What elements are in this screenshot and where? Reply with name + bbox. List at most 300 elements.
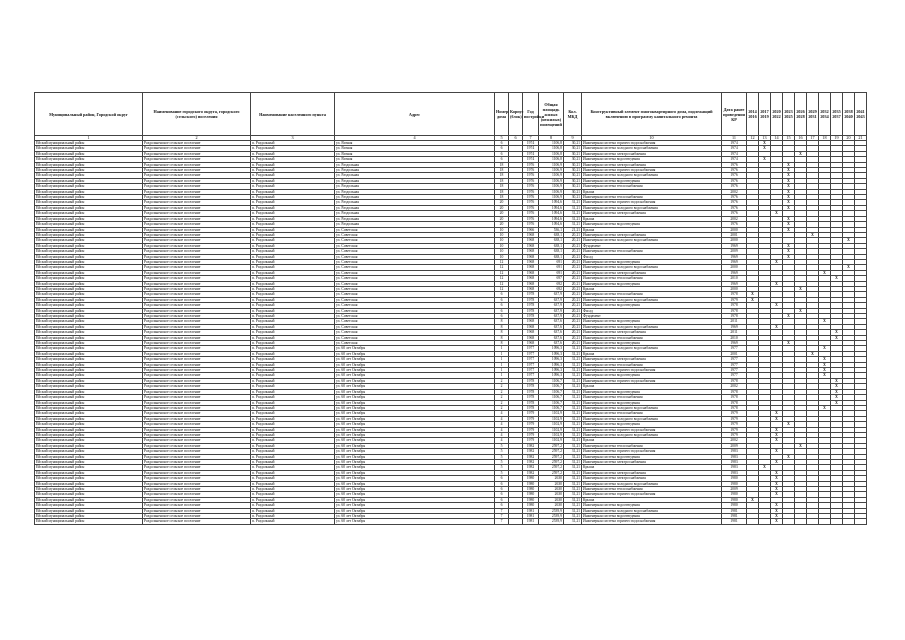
address-cell: ул. 60 лет Октября	[335, 497, 495, 502]
last-repair-cell: 1969	[722, 341, 747, 346]
house-number-cell: 20	[495, 211, 509, 216]
last-repair-cell: 1977	[722, 368, 747, 373]
mkd-count-cell: 31,21	[564, 373, 582, 378]
address-cell: ул. Раздольная	[335, 189, 495, 194]
address-cell: ул. Раздольная	[335, 205, 495, 210]
area-cell: 1106,8	[539, 151, 564, 156]
house-number-cell: 1	[495, 346, 509, 351]
locality-cell: п. Раздольный	[251, 157, 335, 162]
house-number-cell: 1	[495, 357, 509, 362]
element-cell: Инженерная система теплоснабжения	[582, 276, 722, 281]
locality-cell: п. Раздольный	[251, 481, 335, 486]
address-cell: ул. Раздольная	[335, 216, 495, 221]
building-cell	[509, 519, 523, 524]
district-cell: Ейский муниципальный район	[35, 146, 143, 151]
column-header: 2032 2034	[819, 93, 831, 136]
district-cell: Ейский муниципальный район	[35, 432, 143, 437]
area-cell: 691	[539, 270, 564, 275]
period-cell: X	[783, 178, 795, 183]
house-number-cell: 4	[495, 432, 509, 437]
element-cell: Инженерная система холодного водоснабжения	[582, 173, 722, 178]
house-number-cell: 10	[495, 243, 509, 248]
address-cell: ул. Раздольная	[335, 168, 495, 173]
build-year-cell: 1977	[523, 357, 539, 362]
settlement-cell: Раздольненское сельское поселение	[143, 227, 251, 232]
element-cell: Инженерная система горячего водоснабжения	[582, 368, 722, 373]
district-cell: Ейский муниципальный район	[35, 476, 143, 481]
build-year-cell: 1974	[523, 146, 539, 151]
settlement-cell: Раздольненское сельское поселение	[143, 395, 251, 400]
build-year-cell: 1981	[523, 508, 539, 513]
mkd-count-cell: 31,21	[564, 416, 582, 421]
area-cell: 1106,9	[539, 162, 564, 167]
area-cell: 2597,2	[539, 443, 564, 448]
build-year-cell: 1979	[523, 422, 539, 427]
last-repair-cell: 1976	[722, 211, 747, 216]
element-cell: Инженерная система теплоснабжения	[582, 395, 722, 400]
element-cell: Инженерная система горячего водоснабжения	[582, 492, 722, 497]
element-cell: Инженерная система горячего водоснабжения	[582, 141, 722, 146]
period-cell: X	[771, 514, 783, 519]
house-number-cell: 6	[495, 481, 509, 486]
locality-cell: п. Раздольный	[251, 205, 335, 210]
settlement-cell: Раздольненское сельское поселение	[143, 195, 251, 200]
district-cell: Ейский муниципальный район	[35, 168, 143, 173]
mkd-count-cell: 31,21	[564, 422, 582, 427]
address-cell: ул. Советская	[335, 303, 495, 308]
locality-cell: п. Раздольный	[251, 227, 335, 232]
last-repair-cell: 1980	[722, 497, 747, 502]
area-cell: 697	[539, 276, 564, 281]
column-number: 18	[819, 136, 831, 141]
district-cell: Ейский муниципальный район	[35, 459, 143, 464]
house-number-cell: 4	[495, 411, 509, 416]
column-header: 2035 2037	[831, 93, 843, 136]
last-repair-cell: 2001	[722, 351, 747, 356]
settlement-cell: Раздольненское сельское поселение	[143, 357, 251, 362]
locality-cell: п. Раздольный	[251, 330, 335, 335]
locality-cell: п. Раздольный	[251, 378, 335, 383]
last-repair-cell: 1983	[722, 465, 747, 470]
address-cell: ул. Раздольная	[335, 211, 495, 216]
mkd-count-cell: 20,21	[564, 243, 582, 248]
last-repair-cell: 2000	[722, 238, 747, 243]
house-number-cell: 5	[495, 465, 509, 470]
period-cell: X	[819, 362, 831, 367]
area-cell: 1106,9	[539, 178, 564, 183]
build-year-cell: 1978	[523, 297, 539, 302]
settlement-cell: Раздольненское сельское поселение	[143, 368, 251, 373]
area-cell: 1106,9	[539, 184, 564, 189]
locality-cell: п. Раздольный	[251, 292, 335, 297]
settlement-cell: Раздольненское сельское поселение	[143, 519, 251, 524]
house-number-cell: 5	[495, 459, 509, 464]
element-cell: Крыша	[582, 227, 722, 232]
address-cell: ул. 60 лет Октября	[335, 416, 495, 421]
period-cell: X	[783, 184, 795, 189]
element-cell: Инженерная система горячего водоснабжения	[582, 378, 722, 383]
mkd-count-cell: 31,21	[564, 492, 582, 497]
last-repair-cell: 1974	[722, 141, 747, 146]
settlement-cell: Раздольненское сельское поселение	[143, 216, 251, 221]
locality-cell: п. Раздольный	[251, 146, 335, 151]
locality-cell: п. Раздольный	[251, 454, 335, 459]
mkd-count-cell: 31,21	[564, 427, 582, 432]
build-year-cell: 1977	[523, 368, 539, 373]
period-cell: X	[795, 286, 807, 291]
column-header: Муниципальный район, Городской округ	[35, 93, 143, 136]
last-repair-cell: 2001	[722, 232, 747, 237]
district-cell: Ейский муниципальный район	[35, 411, 143, 416]
district-cell: Ейский муниципальный район	[35, 400, 143, 405]
district-cell: Ейский муниципальный район	[35, 508, 143, 513]
district-cell: Ейский муниципальный район	[35, 276, 143, 281]
last-repair-cell: 1978	[722, 308, 747, 313]
address-cell: ул. Раздольная	[335, 195, 495, 200]
period-cell	[855, 519, 867, 524]
address-cell: ул. 60 лет Октября	[335, 389, 495, 394]
period-cell: X	[831, 395, 843, 400]
house-number-cell: 18	[495, 195, 509, 200]
mkd-count-cell: 30,21	[564, 157, 582, 162]
locality-cell: п. Раздольный	[251, 405, 335, 410]
period-cell: X	[843, 238, 855, 243]
element-cell: Крыша	[582, 351, 722, 356]
district-cell: Ейский муниципальный район	[35, 470, 143, 475]
mkd-count-cell: 20,21	[564, 249, 582, 254]
house-number-cell: 18	[495, 178, 509, 183]
locality-cell: п. Раздольный	[251, 243, 335, 248]
period-cell: X	[783, 173, 795, 178]
last-repair-cell: 1980	[722, 503, 747, 508]
period-cell: X	[795, 151, 807, 156]
last-repair-cell: 1978	[722, 389, 747, 394]
locality-cell: п. Раздольный	[251, 281, 335, 286]
period-cell	[831, 519, 843, 524]
element-cell: Инженерная система теплоснабжения	[582, 335, 722, 340]
build-year-cell: 1966	[523, 227, 539, 232]
mkd-count-cell: 31,21	[564, 400, 582, 405]
last-repair-cell: 1983	[722, 470, 747, 475]
settlement-cell: Раздольненское сельское поселение	[143, 346, 251, 351]
district-cell: Ейский муниципальный район	[35, 259, 143, 264]
locality-cell: п. Раздольный	[251, 492, 335, 497]
address-cell: ул. 60 лет Октября	[335, 395, 495, 400]
period-cell: X	[783, 454, 795, 459]
mkd-count-cell: 31,21	[564, 519, 582, 524]
mkd-count-cell: 31,21	[564, 362, 582, 367]
period-cell: X	[807, 232, 819, 237]
build-year-cell: 1976	[523, 216, 539, 221]
element-cell: Инженерная система горячего водоснабжения	[582, 168, 722, 173]
period-cell	[843, 519, 855, 524]
locality-cell: п. Раздольный	[251, 411, 335, 416]
period-cell: X	[783, 216, 795, 221]
settlement-cell: Раздольненское сельское поселение	[143, 427, 251, 432]
build-year-cell: 1968	[523, 238, 539, 243]
mkd-count-cell: 30,21	[564, 162, 582, 167]
address-cell: ул. Ватная	[335, 151, 495, 156]
district-cell: Ейский муниципальный район	[35, 211, 143, 216]
period-cell: X	[771, 449, 783, 454]
address-cell: ул. Советская	[335, 330, 495, 335]
address-cell: ул. 60 лет Октября	[335, 422, 495, 427]
house-number-cell: 10	[495, 232, 509, 237]
mkd-count-cell: 31,21	[564, 205, 582, 210]
last-repair-cell: 2000	[722, 286, 747, 291]
build-year-cell: 1980	[523, 497, 539, 502]
build-year-cell: 1977	[523, 346, 539, 351]
period-cell: X	[831, 400, 843, 405]
area-cell: 637,9	[539, 308, 564, 313]
area-cell: 2630	[539, 476, 564, 481]
address-cell: ул. 60 лет Октября	[335, 443, 495, 448]
house-number-cell: 18	[495, 173, 509, 178]
last-repair-cell: 1983	[722, 449, 747, 454]
area-cell: 1096,3	[539, 362, 564, 367]
house-number-cell: 20	[495, 205, 509, 210]
house-number-cell: 7	[495, 508, 509, 513]
build-year-cell: 1978	[523, 292, 539, 297]
district-cell: Ейский муниципальный район	[35, 362, 143, 367]
period-cell: X	[795, 443, 807, 448]
mkd-count-cell: 20,21	[564, 314, 582, 319]
district-cell: Ейский муниципальный район	[35, 297, 143, 302]
element-cell: Инженерная система электроснабжения	[582, 270, 722, 275]
locality-cell: п. Раздольный	[251, 195, 335, 200]
build-year-cell: 1968	[523, 330, 539, 335]
column-number: 5	[495, 136, 509, 141]
house-number-cell: 7	[495, 519, 509, 524]
area-cell: 2539,9	[539, 519, 564, 524]
mkd-count-cell: 31,21	[564, 432, 582, 437]
house-number-cell: 5	[495, 470, 509, 475]
district-cell: Ейский муниципальный район	[35, 465, 143, 470]
last-repair-cell: 1969	[722, 324, 747, 329]
element-cell: Инженерная система холодного водоснабжения	[582, 238, 722, 243]
district-cell: Ейский муниципальный район	[35, 492, 143, 497]
build-year-cell: 1979	[523, 438, 539, 443]
element-cell: Фасад	[582, 254, 722, 259]
area-cell: 1094,6	[539, 216, 564, 221]
district-cell: Ейский муниципальный район	[35, 346, 143, 351]
settlement-cell: Раздольненское сельское поселение	[143, 454, 251, 459]
last-repair-cell: 2009	[722, 443, 747, 448]
area-cell: 2630	[539, 487, 564, 492]
district-cell: Ейский муниципальный район	[35, 254, 143, 259]
settlement-cell: Раздольненское сельское поселение	[143, 157, 251, 162]
area-cell: 2597,2	[539, 459, 564, 464]
locality-cell: п. Раздольный	[251, 184, 335, 189]
period-cell: X	[771, 503, 783, 508]
build-year-cell: 1982	[523, 470, 539, 475]
element-cell: Инженерная система водоотведения	[582, 303, 722, 308]
district-cell: Ейский муниципальный район	[35, 514, 143, 519]
district-cell: Ейский муниципальный район	[35, 243, 143, 248]
area-cell: 1106,7	[539, 405, 564, 410]
house-number-cell: 12	[495, 270, 509, 275]
build-year-cell: 1980	[523, 492, 539, 497]
element-cell: Инженерная система водоотведения	[582, 454, 722, 459]
district-cell: Ейский муниципальный район	[35, 416, 143, 421]
district-cell: Ейский муниципальный район	[35, 249, 143, 254]
area-cell: 638,1	[539, 232, 564, 237]
build-year-cell: 1978	[523, 400, 539, 405]
build-year-cell: 1978	[523, 314, 539, 319]
period-cell: X	[783, 195, 795, 200]
area-cell: 638,1	[539, 254, 564, 259]
house-number-cell: 6	[495, 292, 509, 297]
last-repair-cell: 1974	[722, 146, 747, 151]
column-number: 10	[582, 136, 722, 141]
house-number-cell: 6	[495, 487, 509, 492]
period-cell: X	[783, 222, 795, 227]
locality-cell: п. Раздольный	[251, 427, 335, 432]
settlement-cell: Раздольненское сельское поселение	[143, 324, 251, 329]
last-repair-cell: 1977	[722, 346, 747, 351]
last-repair-cell: 1977	[722, 357, 747, 362]
last-repair-cell: 1969	[722, 254, 747, 259]
settlement-cell: Раздольненское сельское поселение	[143, 286, 251, 291]
settlement-cell: Раздольненское сельское поселение	[143, 168, 251, 173]
district-cell: Ейский муниципальный район	[35, 222, 143, 227]
area-cell: 1094,6	[539, 205, 564, 210]
settlement-cell: Раздольненское сельское поселение	[143, 443, 251, 448]
locality-cell: п. Раздольный	[251, 443, 335, 448]
address-cell: ул. Советская	[335, 308, 495, 313]
spreadsheet-sheet	[34, 92, 866, 525]
settlement-cell: Раздольненское сельское поселение	[143, 411, 251, 416]
locality-cell: п. Раздольный	[251, 200, 335, 205]
period-cell: X	[771, 427, 783, 432]
district-cell: Ейский муниципальный район	[35, 330, 143, 335]
element-cell: Инженерная система водоотведения	[582, 281, 722, 286]
mkd-count-cell: 31,21	[564, 346, 582, 351]
last-repair-cell: 1976	[722, 222, 747, 227]
settlement-cell: Раздольненское сельское поселение	[143, 319, 251, 324]
settlement-cell: Раздольненское сельское поселение	[143, 249, 251, 254]
table-header	[35, 93, 867, 141]
element-cell: Инженерная система электроснабжения	[582, 357, 722, 362]
locality-cell: п. Раздольный	[251, 265, 335, 270]
last-repair-cell: 1978	[722, 314, 747, 319]
period-cell: X	[771, 481, 783, 486]
locality-cell: п. Раздольный	[251, 314, 335, 319]
period-cell	[819, 519, 831, 524]
settlement-cell: Раздольненское сельское поселение	[143, 378, 251, 383]
house-number-cell: 5	[495, 449, 509, 454]
house-number-cell: 4	[495, 416, 509, 421]
period-cell: X	[747, 292, 759, 297]
address-cell: ул. 60 лет Октября	[335, 427, 495, 432]
house-number-cell: 6	[495, 308, 509, 313]
area-cell: 2597,2	[539, 470, 564, 475]
last-repair-cell: 2009	[722, 249, 747, 254]
area-cell: 2630	[539, 503, 564, 508]
mkd-count-cell: 31,21	[564, 405, 582, 410]
element-cell: Инженерная система электроснабжения	[582, 459, 722, 464]
element-cell: Инженерная система холодного водоснабжения	[582, 297, 722, 302]
column-number: 17	[807, 136, 819, 141]
last-repair-cell: 1976	[722, 168, 747, 173]
locality-cell: п. Раздольный	[251, 357, 335, 362]
area-cell: 638,1	[539, 249, 564, 254]
build-year-cell: 1974	[523, 157, 539, 162]
element-cell: Инженерная система электроснабжения	[582, 330, 722, 335]
district-cell: Ейский муниципальный район	[35, 303, 143, 308]
period-cell: X	[747, 497, 759, 502]
mkd-count-cell: 31,21	[564, 459, 582, 464]
mkd-count-cell: 20,21	[564, 324, 582, 329]
settlement-cell: Раздольненское сельское поселение	[143, 314, 251, 319]
address-cell: ул. 60 лет Октября	[335, 470, 495, 475]
mkd-count-cell: 20,21	[564, 292, 582, 297]
build-year-cell: 1981	[523, 519, 539, 524]
repair-program-table	[34, 92, 867, 525]
settlement-cell: Раздольненское сельское поселение	[143, 200, 251, 205]
district-cell: Ейский муниципальный район	[35, 205, 143, 210]
build-year-cell: 1968	[523, 249, 539, 254]
address-cell: ул. Советская	[335, 297, 495, 302]
house-number-cell: 6	[495, 476, 509, 481]
settlement-cell: Раздольненское сельское поселение	[143, 254, 251, 259]
address-cell: ул. Советская	[335, 335, 495, 340]
area-cell: 1096,3	[539, 346, 564, 351]
last-repair-cell: 1978	[722, 378, 747, 383]
house-number-cell: 1	[495, 351, 509, 356]
last-repair-cell: 1978	[722, 400, 747, 405]
address-cell: ул. 60 лет Октября	[335, 454, 495, 459]
build-year-cell: 1978	[523, 384, 539, 389]
element-cell: Инженерная система электроснабжения	[582, 476, 722, 481]
build-year-cell: 1978	[523, 303, 539, 308]
build-year-cell: 1974	[523, 141, 539, 146]
build-year-cell: 1968	[523, 232, 539, 237]
area-cell: 637,6	[539, 330, 564, 335]
house-number-cell: 10	[495, 238, 509, 243]
settlement-cell: Раздольненское сельское поселение	[143, 400, 251, 405]
mkd-count-cell: 20,21	[564, 254, 582, 259]
locality-cell: п. Раздольный	[251, 503, 335, 508]
build-year-cell: 1976	[523, 168, 539, 173]
mkd-count-cell: 31,21	[564, 497, 582, 502]
house-number-cell: 1	[495, 362, 509, 367]
locality-cell: п. Раздольный	[251, 351, 335, 356]
locality-cell: п. Раздольный	[251, 519, 335, 524]
locality-cell: п. Раздольный	[251, 259, 335, 264]
settlement-cell: Раздольненское сельское поселение	[143, 303, 251, 308]
district-cell: Ейский муниципальный район	[35, 427, 143, 432]
element-cell: Инженерная система электроснабжения	[582, 162, 722, 167]
build-year-cell: 1979	[523, 432, 539, 437]
locality-cell: п. Раздольный	[251, 449, 335, 454]
settlement-cell: Раздольненское сельское поселение	[143, 373, 251, 378]
mkd-count-cell: 31,21	[564, 508, 582, 513]
district-cell: Ейский муниципальный район	[35, 335, 143, 340]
mkd-count-cell: 31,21	[564, 389, 582, 394]
element-cell: Инженерная система холодного водоснабжения	[582, 265, 722, 270]
district-cell: Ейский муниципальный район	[35, 162, 143, 167]
build-year-cell: 1976	[523, 205, 539, 210]
settlement-cell: Раздольненское сельское поселение	[143, 362, 251, 367]
house-number-cell: 6	[495, 503, 509, 508]
element-cell: Инженерная система теплоснабжения	[582, 292, 722, 297]
build-year-cell: 1982	[523, 443, 539, 448]
area-cell: 1094,6	[539, 222, 564, 227]
house-number-cell: 10	[495, 249, 509, 254]
build-year-cell: 1977	[523, 351, 539, 356]
district-cell: Ейский муниципальный район	[35, 157, 143, 162]
